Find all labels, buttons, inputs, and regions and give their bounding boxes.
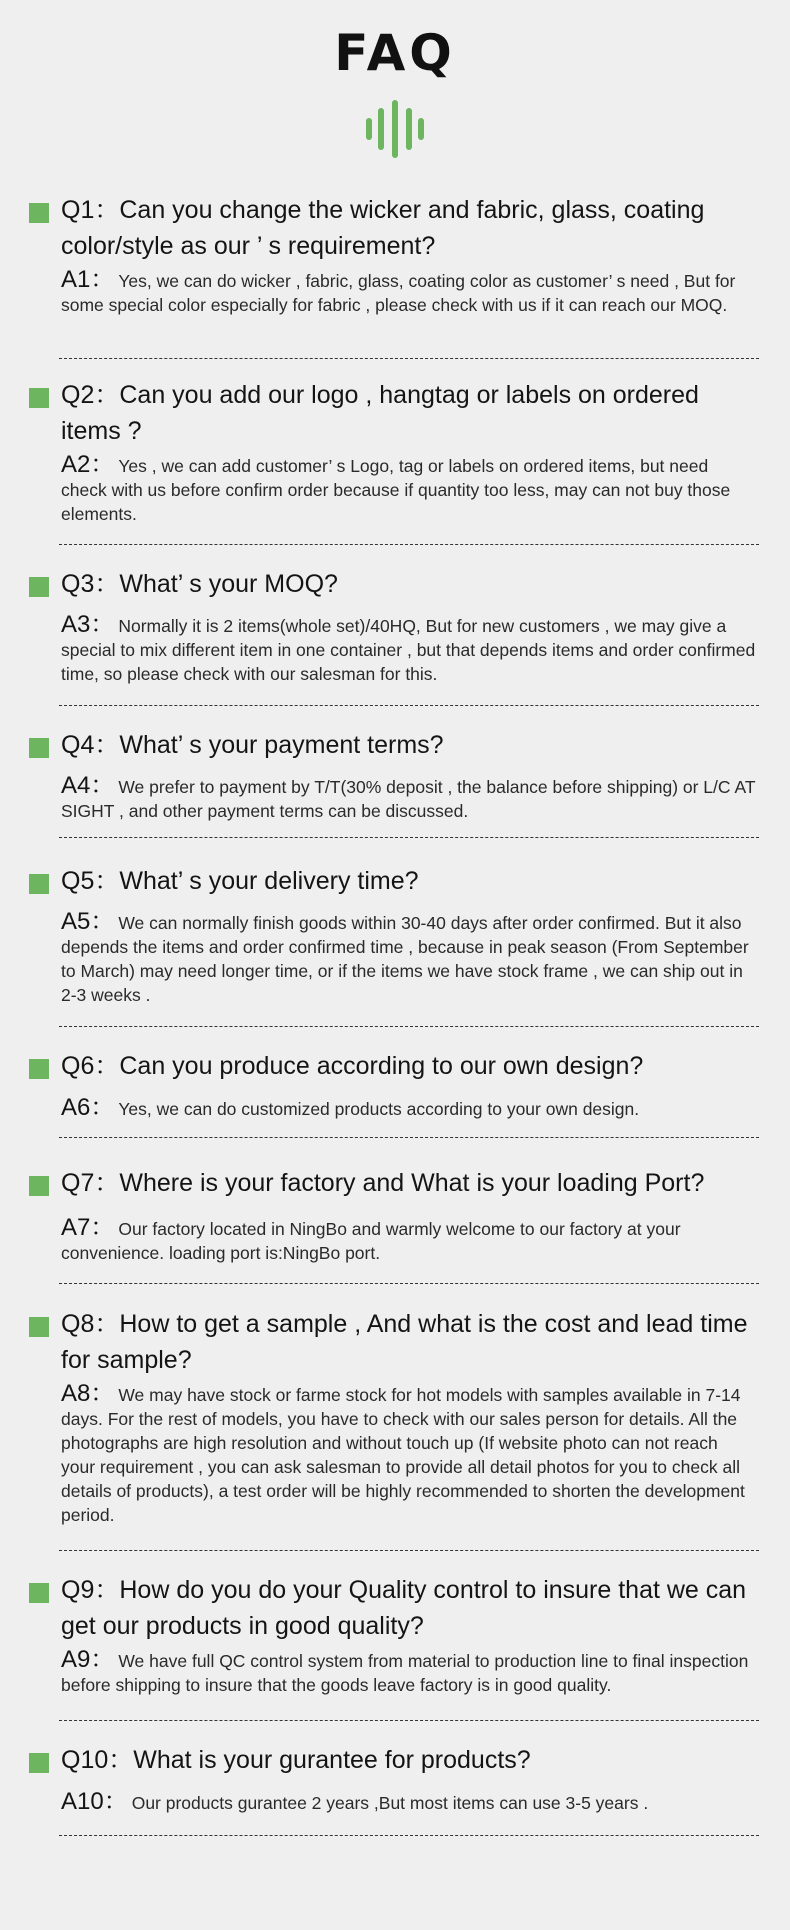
green-square-icon: [29, 738, 49, 758]
divider: [59, 1835, 759, 1836]
divider: [59, 705, 759, 706]
answer-4: [61, 774, 756, 823]
question-3: [61, 566, 761, 602]
green-square-icon: [29, 1583, 49, 1603]
answer-text: We can normally finish goods within 30-40 days after order confirmed. But it also depends the items and order confirmed time , because in peak season (From September to March) may need longer time, or if the items we have stock frame , we can ship out in 2-3 weeks .: [61, 913, 749, 1005]
answer-2: [61, 453, 756, 526]
question-label: Q10：: [61, 1746, 134, 1774]
answer-text: We may have stock or farme stock for hot models with samples available in 7-14 days. For the rest of models, you have to check with our sales person for details. All the photographs are high resolution and without touch up (If website photo can not reach your requirement , you can ask salesman to provide all detail photos for you to check all details of products), a test order will be highly recommended to shorten the development period.: [61, 1385, 745, 1525]
question-1: [61, 192, 761, 264]
answer-label: A7：: [61, 1214, 115, 1241]
question-label: Q7：: [61, 1169, 120, 1197]
page-title: FAQ: [334, 24, 456, 82]
answer-label: A4：: [61, 772, 115, 799]
green-square-icon: [29, 1176, 49, 1196]
divider: [59, 358, 759, 359]
answer-label: A10：: [61, 1788, 128, 1815]
question-text: What’ s your payment terms?: [119, 731, 444, 759]
answer-label: A1：: [61, 266, 115, 293]
answer-label: A9：: [61, 1646, 115, 1673]
question-2: [61, 377, 761, 449]
answer-5: [61, 910, 756, 1007]
answer-9: [61, 1648, 756, 1697]
answer-label: A2：: [61, 451, 115, 478]
green-square-icon: [29, 1059, 49, 1079]
question-4: [61, 727, 761, 763]
answer-6: [61, 1096, 756, 1121]
question-text: Can you add our logo , hangtag or labels on ordered items ?: [61, 381, 699, 445]
question-label: Q9：: [61, 1576, 120, 1604]
question-text: What is your gurantee for products?: [133, 1746, 531, 1774]
answer-text: We prefer to payment by T/T(30% deposit , the balance before shipping) or L/C AT SIGHT , and other payment terms can be discussed.: [61, 777, 756, 821]
question-text: How do you do your Quality control to insure that we can get our products in good quality?: [61, 1576, 747, 1640]
divider: [59, 1720, 759, 1721]
question-7: [61, 1165, 761, 1201]
answer-3: [61, 613, 756, 686]
question-text: Can you produce according to our own design?: [119, 1052, 644, 1080]
answer-text: Our factory located in NingBo and warmly welcome to our factory at your convenience. loading port is:NingBo port.: [61, 1219, 681, 1263]
green-square-icon: [29, 203, 49, 223]
answer-text: Our products gurantee 2 years ,But most items can use 3-5 years .: [131, 1793, 649, 1813]
question-text: What’ s your MOQ?: [119, 570, 338, 598]
question-label: Q3：: [61, 570, 120, 598]
sound-wave-icon: [364, 100, 426, 158]
answer-7: [61, 1216, 756, 1265]
question-label: Q8：: [61, 1310, 120, 1338]
answer-text: Yes, we can do customized products according to your own design.: [118, 1099, 640, 1119]
question-9: [61, 1572, 761, 1644]
answer-label: A6：: [61, 1094, 115, 1121]
question-8: [61, 1306, 761, 1378]
green-square-icon: [29, 1317, 49, 1337]
question-text: Where is your factory and What is your loading Port?: [119, 1169, 705, 1197]
answer-text: Yes, we can do wicker , fabric, glass, coating color as customer’ s need , But for some special color especially for fabric , please check with us if it can reach our MOQ.: [61, 271, 736, 315]
divider: [59, 544, 759, 545]
answer-10: [61, 1790, 756, 1815]
divider: [59, 1026, 759, 1027]
answer-label: A8：: [61, 1380, 115, 1407]
answer-text: Normally it is 2 items(whole set)/40HQ, But for new customers , we may give a special to mix different item in one container , but that depends items and order confirmed time, so please check with our salesman for this.: [61, 616, 756, 684]
question-text: Can you change the wicker and fabric, glass, coating color/style as our ’ s requirement?: [61, 196, 705, 260]
question-6: [61, 1048, 761, 1084]
answer-label: A3：: [61, 611, 115, 638]
question-10: [61, 1742, 761, 1778]
green-square-icon: [29, 577, 49, 597]
answer-label: A5：: [61, 908, 115, 935]
answer-8: [61, 1382, 756, 1527]
question-label: Q1：: [61, 196, 120, 224]
divider: [59, 1283, 759, 1284]
divider: [59, 1137, 759, 1138]
question-label: Q4：: [61, 731, 120, 759]
green-square-icon: [29, 388, 49, 408]
answer-1: [61, 268, 756, 317]
green-square-icon: [29, 874, 49, 894]
question-label: Q2：: [61, 381, 120, 409]
answer-text: Yes , we can add customer’ s Logo, tag or labels on ordered items, but need check with us before confirm order because if quantity too less, may can not buy those elements.: [61, 456, 731, 524]
question-label: Q6：: [61, 1052, 120, 1080]
divider: [59, 837, 759, 838]
answer-text: We have full QC control system from material to production line to final inspection before shipping to insure that the goods leave factory is in good quality.: [61, 1651, 749, 1695]
question-label: Q5：: [61, 867, 120, 895]
divider: [59, 1550, 759, 1551]
green-square-icon: [29, 1753, 49, 1773]
question-5: [61, 863, 761, 899]
question-text: How to get a sample , And what is the cost and lead time for sample?: [61, 1310, 748, 1374]
question-text: What’ s your delivery time?: [119, 867, 419, 895]
